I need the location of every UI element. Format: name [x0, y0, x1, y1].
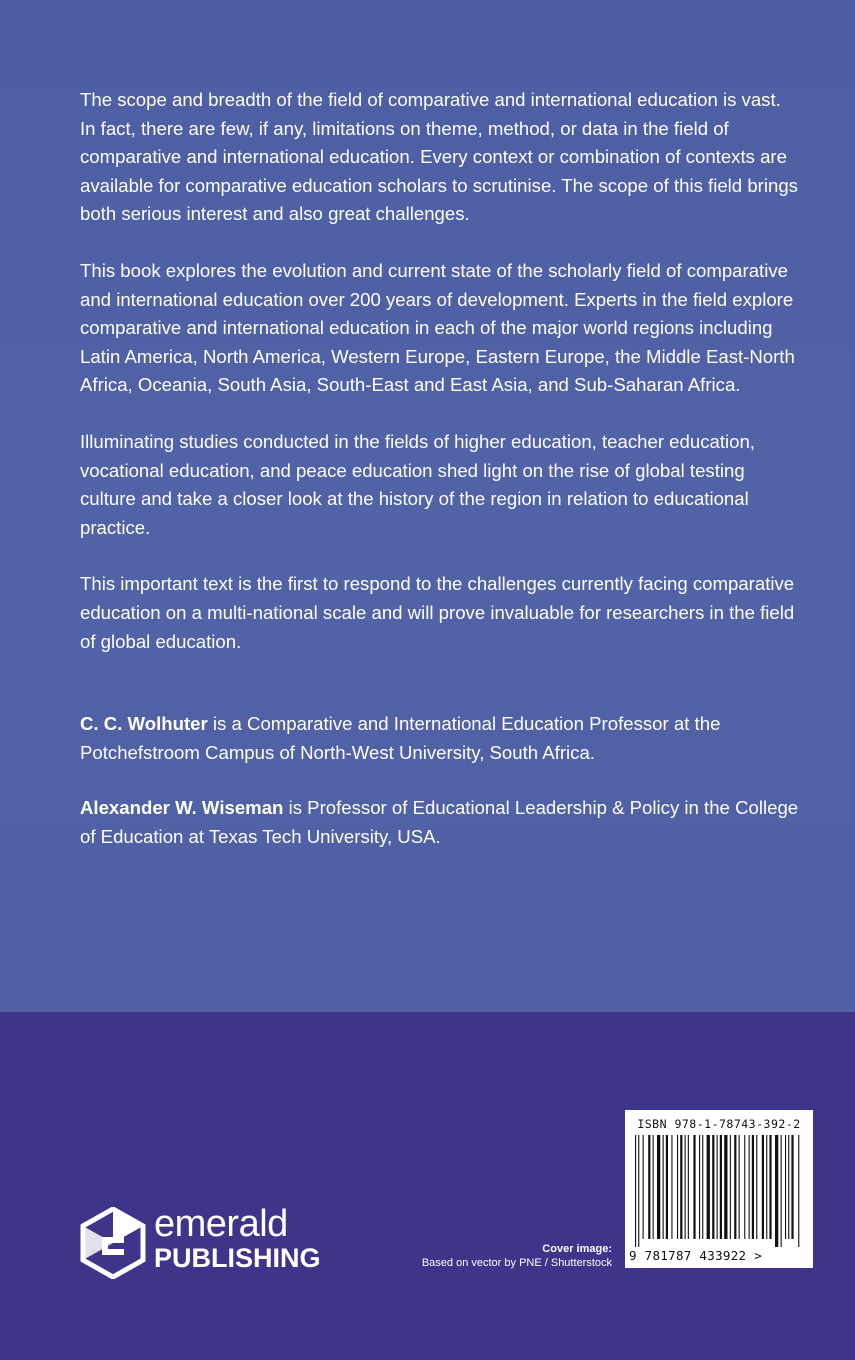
isbn-label: ISBN 978-1-78743-392-2 — [637, 1117, 801, 1131]
barcode-digits: 9 781787 433922 > — [629, 1248, 763, 1263]
barcode-bar — [657, 1135, 660, 1239]
barcode-bar — [724, 1135, 727, 1239]
barcode-bar — [781, 1135, 782, 1247]
barcode-bar — [702, 1135, 703, 1239]
barcode-bar — [788, 1135, 789, 1239]
cover-image-credit — [400, 1242, 612, 1270]
barcode-bar — [749, 1135, 750, 1239]
isbn-barcode — [625, 1110, 813, 1268]
barcode-bar — [756, 1135, 757, 1239]
barcode-bar — [775, 1135, 778, 1247]
barcode-bar — [677, 1135, 678, 1239]
barcode-bars — [633, 1135, 805, 1247]
barcode-bar — [730, 1135, 731, 1239]
barcode-bar — [798, 1135, 799, 1247]
author-bio-text: is a Comparative and International Education Professor at the Potchefstroom Campus of North-West University, South Africa. — [80, 713, 721, 763]
barcode-bar — [693, 1135, 695, 1239]
publisher-logo — [80, 1205, 340, 1280]
barcode-bar — [635, 1135, 636, 1247]
barcode-bar — [688, 1135, 689, 1239]
barcode-bar — [769, 1135, 771, 1239]
barcode-bar — [717, 1135, 718, 1239]
barcode-bar — [680, 1135, 682, 1239]
barcode-bar — [648, 1135, 650, 1239]
barcode-bar — [762, 1135, 764, 1239]
book-description — [80, 86, 800, 684]
barcode-bar — [653, 1135, 654, 1239]
barcode-bar — [685, 1135, 686, 1239]
description-paragraph: This book explores the evolution and current state of the scholarly field of comparative and international education over 200 years of development. Experts in the field explore comparative and international education in each of the major world regions including Latin America, North America, Western Europe, Eastern Europe, the Middle East-North Africa, Oceania, South Asia, South-East and East Asia, and Sub-Saharan Africa. — [80, 259, 795, 396]
author-name: Alexander W. Wiseman — [80, 797, 284, 819]
author-bio — [80, 710, 800, 767]
description-paragraph: Illuminating studies conducted in the fields of higher education, teacher education, vocational education, and peace education shed light on the rise of global testing culture and take a closer look at the history of the region in relation to educational practice. — [80, 430, 755, 538]
barcode-bar — [791, 1135, 793, 1239]
logo-subtitle: PUBLISHING — [154, 1243, 321, 1273]
description-paragraph: The scope and breadth of the field of comparative and international education is vast. In fact, there are few, if any, limitations on theme, method, or data in the field of comparative and international education. Every context or combination of contexts are available for comparative education scholars to scrutinise. The scope of this field brings both serious interest and also great challenges. — [80, 89, 798, 225]
barcode-bar — [744, 1135, 745, 1239]
credit-label: Cover image: — [542, 1243, 612, 1255]
barcode-bar — [666, 1135, 668, 1239]
author-bio-text: is Professor of Educational Leadership & Policy in the College of Education at Texas Tech University, USA. — [80, 797, 799, 847]
barcode-bar — [712, 1135, 714, 1239]
barcode-bar — [643, 1135, 644, 1239]
barcode-bar — [766, 1135, 767, 1239]
barcode-bar — [752, 1135, 754, 1239]
barcode-bar — [720, 1135, 722, 1239]
author-bio — [80, 794, 800, 851]
barcode-bar — [707, 1135, 710, 1239]
emerald-hexagon-logo-icon — [80, 1207, 146, 1279]
barcode-bar — [785, 1135, 786, 1239]
author-name: C. C. Wolhuter — [80, 713, 208, 734]
description-paragraph: This important text is the first to respond to the challenges currently facing comparative education on a multi-national scale and will prove invaluable for researchers in the field of global education. — [80, 573, 795, 652]
barcode-bar — [671, 1135, 672, 1239]
barcode-bar — [638, 1135, 639, 1247]
barcode-bar — [739, 1135, 740, 1239]
barcode-bar — [734, 1135, 736, 1239]
barcode-bar — [699, 1135, 700, 1239]
credit-text: Based on vector by PNE / Shutterstock — [421, 1257, 612, 1269]
author-bios — [80, 710, 800, 878]
barcode-bar — [663, 1135, 664, 1239]
logo-wordmark: emerald — [154, 1203, 288, 1245]
